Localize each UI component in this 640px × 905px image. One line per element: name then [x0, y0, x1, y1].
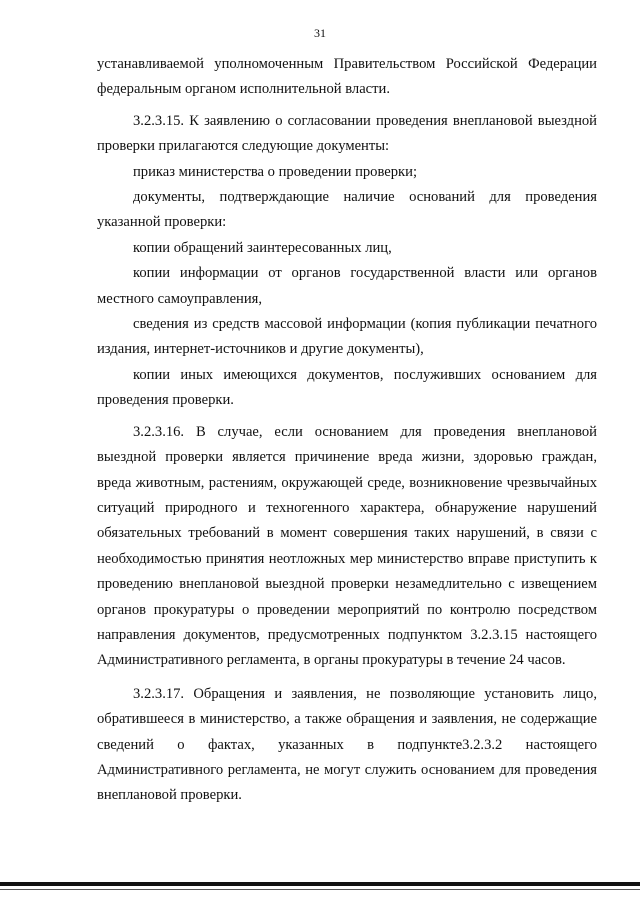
- paragraph-continuation: устанавливаемой уполномоченным Правительством Российской Федерации федеральным органом исполнительной власти.: [97, 56, 597, 98]
- paragraph-3-2-3-16: 3.2.3.16. В случае, если основанием для проведения внеплановой выездной проверки является причинение вреда жизни, здоровью граждан, вреда животным, растениям, окружающей среде, возникновение чрезвычайных ситуаций природного и техногенного характера, обнаружение нарушений обязательных требований в момент совершения таких нарушений, в связи с необходимостью принятия неотложных мер министерство вправе приступить к проведению внеплановой выездной проверки незамедлительно с извещением органов прокуратуры о проведении мероприятий по контролю посредством направления документов, предусмотренных подпунктом 3.2.3.15 настоящего Административного регламента, в органы прокуратуры в течение 24 часов.: [97, 423, 597, 669]
- paragraph-appeals-copies: копии обращений заинтересованных лиц,: [133, 239, 392, 256]
- paragraph-documents-item: документы, подтверждающие наличие оснований для проведения указанной проверки:: [97, 189, 597, 231]
- document-body: [97, 52, 597, 809]
- paragraph-other-documents: копии иных имеющихся документов, послуживших основанием для проведения проверки.: [97, 366, 597, 409]
- paragraph-order-item: приказ министерства о проведении проверки;: [133, 163, 418, 180]
- paragraph-3-2-3-17: 3.2.3.17. Обращения и заявления, не позволяющие установить лицо, обратившееся в министерство, а также обращения и заявления, не содержащие сведений о фактах, указанных в подпункте3.2.3.2 настоящего Административного регламента, не могут служить основанием для проведения внеплановой проверки.: [97, 685, 597, 804]
- bottom-scan-edge-thin: [0, 889, 640, 890]
- bottom-scan-edge: [0, 882, 640, 886]
- paragraph-media-info: сведения из средств массовой информации (копия публикации печатного издания, интернет-источников и другие документы),: [97, 316, 597, 358]
- paragraph-3-2-3-15: 3.2.3.15. К заявлению о согласовании проведения внеплановой выездной проверки прилагаются следующие документы:: [97, 112, 597, 155]
- page-number: 31: [314, 26, 326, 40]
- paragraph-authorities-info: копии информации от органов государственной власти или органов местного самоуправления,: [97, 265, 597, 307]
